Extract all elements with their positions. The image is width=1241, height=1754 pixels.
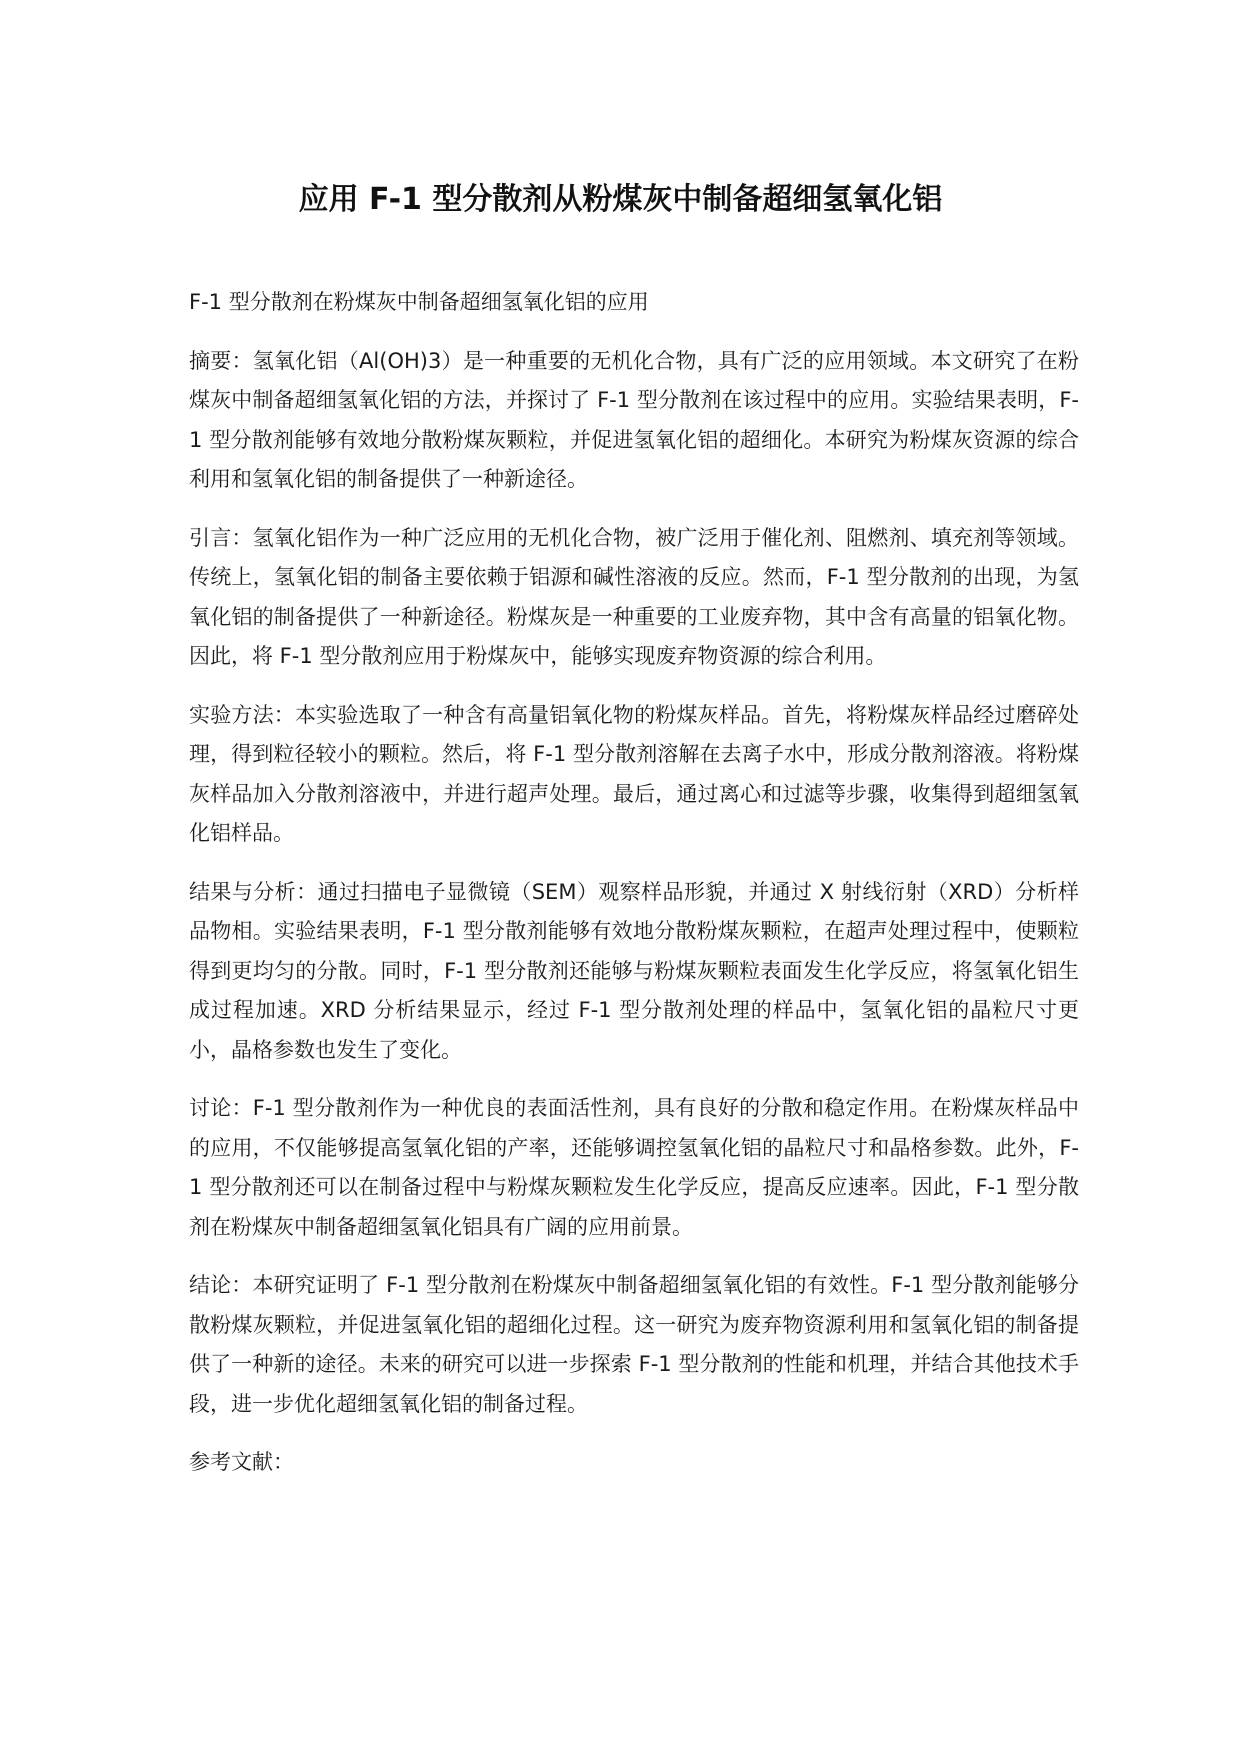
subtitle-paragraph: F-1 型分散剂在粉煤灰中制备超细氢氧化铝的应用	[189, 290, 649, 314]
introduction-paragraph: 引言：氢氧化铝作为一种广泛应用的无机化合物，被广泛用于催化剂、阻燃剂、填充剂等领域。传统上，氢氧化铝的制备主要依赖于铝源和碱性溶液的反应。然而，F-1 型分散剂的出现，为氢氧化铝的制备提供了一种新途径。粉煤灰是一种重要的工业废弃物，其中含有高量的铝氧化物。因此，将 F-1 型分散剂应用于粉煤灰中，能够实现废弃物资源的综合利用。	[189, 525, 1079, 668]
abstract-paragraph: 摘要：氢氧化铝（Al(OH)3）是一种重要的无机化合物，具有广泛的应用领域。本文研究了在粉煤灰中制备超细氢氧化铝的方法，并探讨了 F-1 型分散剂在该过程中的应用。实验结果表明，F-1 型分散剂能够有效地分散粉煤灰颗粒，并促进氢氧化铝的超细化。本研究为粉煤灰资源的综合利用和氢氧化铝的制备提供了一种新途径。	[189, 348, 1079, 491]
document-body	[189, 283, 1079, 1502]
results-paragraph: 结果与分析：通过扫描电子显微镜（SEM）观察样品形貌，并通过 X 射线衍射（XRD）分析样品物相。实验结果表明，F-1 型分散剂能够有效地分散粉煤灰颗粒，在超声处理过程中，使颗粒得到更均匀的分散。同时，F-1 型分散剂还能够与粉煤灰颗粒表面发生化学反应，将氢氧化铝生成过程加速。XRD 分析结果显示，经过 F-1 型分散剂处理的样品中，氢氧化铝的晶粒尺寸更小，晶格参数也发生了变化。	[189, 879, 1079, 1062]
discussion-paragraph: 讨论：F-1 型分散剂作为一种优良的表面活性剂，具有良好的分散和稳定作用。在粉煤灰样品中的应用，不仅能够提高氢氧化铝的产率，还能够调控氢氧化铝的晶粒尺寸和晶格参数。此外，F-1 型分散剂还可以在制备过程中与粉煤灰颗粒发生化学反应，提高反应速率。因此，F-1 型分散剂在粉煤灰中制备超细氢氧化铝具有广阔的应用前景。	[189, 1096, 1079, 1239]
document-title: 应用 F-1 型分散剂从粉煤灰中制备超细氢氧化铝	[298, 182, 943, 217]
references-heading: 参考文献：	[189, 1450, 294, 1474]
methods-paragraph: 实验方法：本实验选取了一种含有高量铝氧化物的粉煤灰样品。首先，将粉煤灰样品经过磨碎处理，得到粒径较小的颗粒。然后，将 F-1 型分散剂溶解在去离子水中，形成分散剂溶液。将粉煤灰样品加入分散剂溶液中，并进行超声处理。最后，通过离心和过滤等步骤，收集得到超细氢氧化铝样品。	[189, 702, 1079, 845]
conclusion-paragraph: 结论：本研究证明了 F-1 型分散剂在粉煤灰中制备超细氢氧化铝的有效性。F-1 型分散剂能够分散粉煤灰颗粒，并促进氢氧化铝的超细化过程。这一研究为废弃物资源利用和氢氧化铝的制备提供了一种新的途径。未来的研究可以进一步探索 F-1 型分散剂的性能和机理，并结合其他技术手段，进一步优化超细氢氧化铝的制备过程。	[189, 1273, 1079, 1416]
